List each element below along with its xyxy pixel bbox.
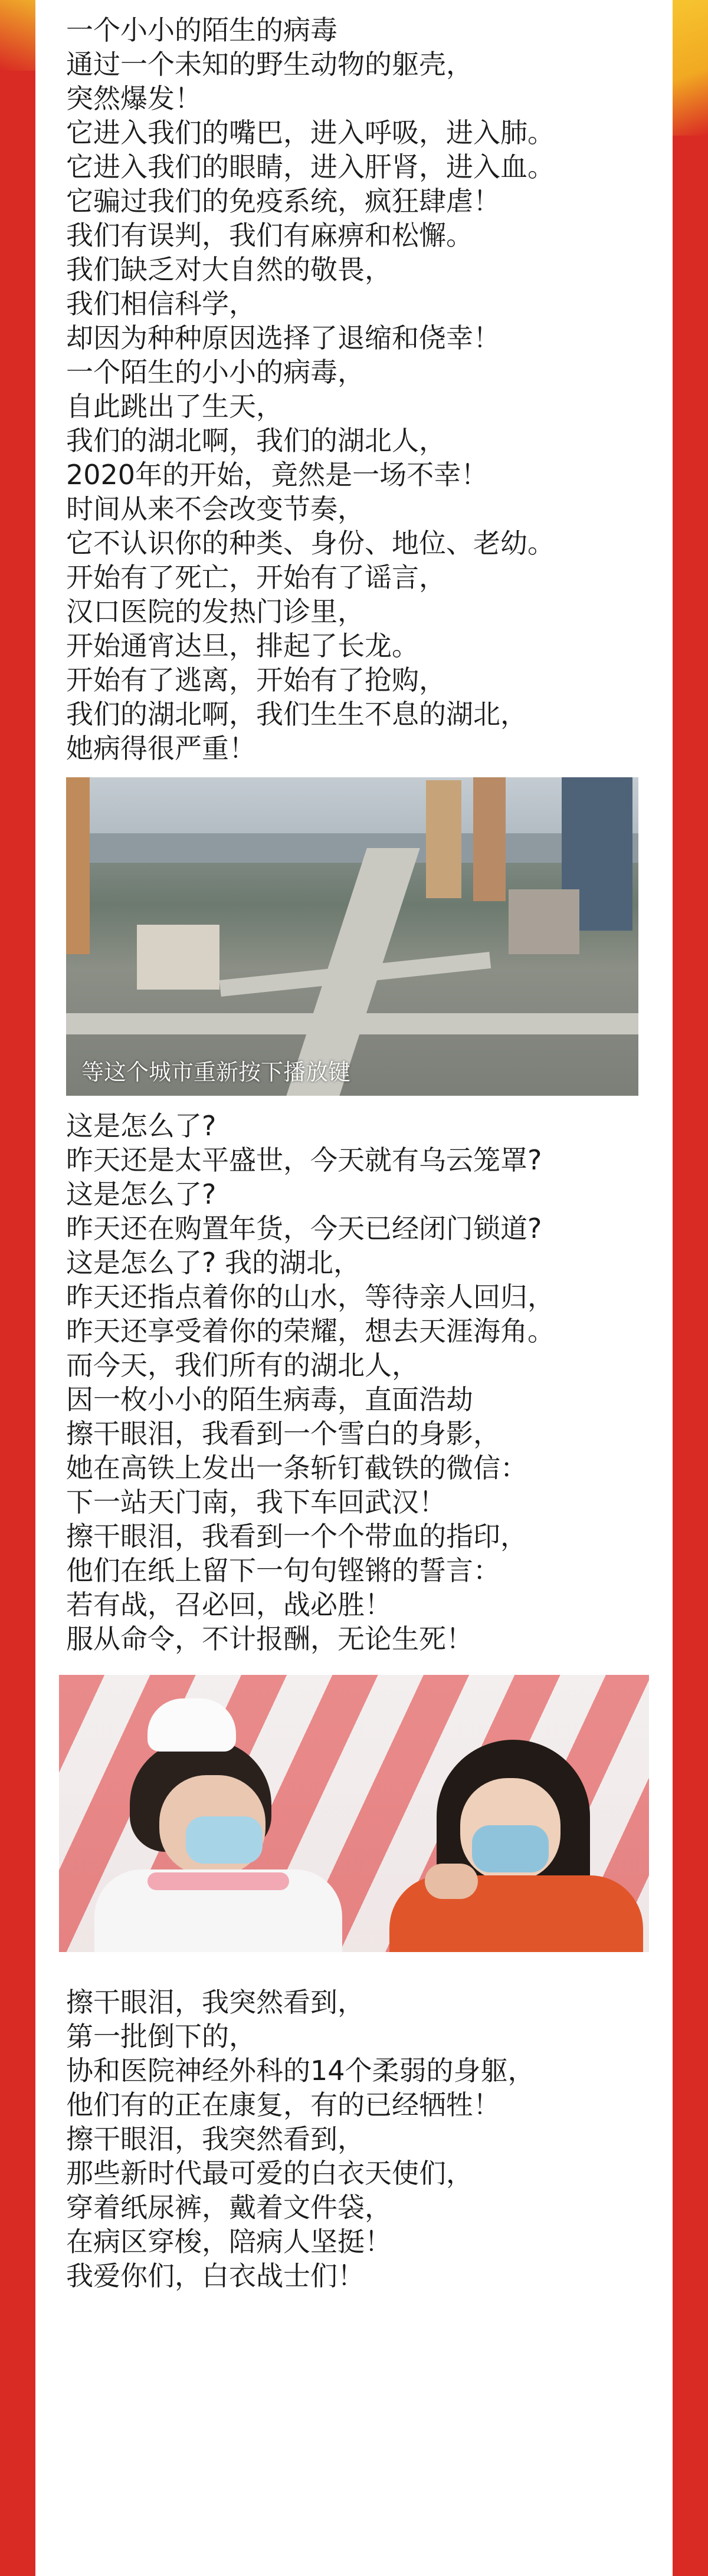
city-overpass-photo [66, 777, 638, 1096]
photo-river [66, 833, 638, 863]
poem-line: 这是怎么了? 我的湖北， [66, 1247, 361, 1279]
poem-line: 我们有误判，我们有麻痹和松懈。 [66, 219, 473, 251]
poem-line: 一个陌生的小小的病毒， [66, 356, 365, 388]
photo-building [509, 889, 579, 954]
poem-line: 因一枚小小的陌生病毒，直面浩劫 [66, 1384, 473, 1415]
poem-line: 我们的湖北啊，我们生生不息的湖北， [66, 698, 527, 730]
poem-line: 昨天还指点着你的山水，等待亲人回归， [66, 1281, 555, 1313]
poem-line: 这是怎么了? [66, 1178, 217, 1210]
photo-building [426, 780, 461, 898]
poem-line: 开始有了逃离，开始有了抢购， [66, 664, 446, 696]
poem-line: 我们缺乏对大自然的敬畏， [66, 254, 392, 285]
poem-line: 昨天还是太平盛世，今天就有乌云笼罩? [66, 1144, 542, 1176]
poem-line: 擦干眼泪，我看到一个雪白的身影， [66, 1418, 500, 1450]
poem-line: 我们相信科学， [66, 288, 256, 320]
poem-line: 他们有的正在康复，有的已经牺牲！ [66, 2089, 500, 2121]
poem-line: 通过一个未知的野生动物的躯壳， [66, 48, 473, 80]
poem-line: 服从命令，不计报酬，无论生死！ [66, 1623, 473, 1655]
photo-caption: 等这个城市重新按下播放键 [81, 1059, 351, 1085]
poem-line: 突然爆发！ [66, 83, 202, 114]
poem-line: 协和医院神经外科的14个柔弱的身躯， [66, 2055, 535, 2087]
poem-line: 开始有了死亡，开始有了谣言， [66, 561, 446, 593]
poem-section-2 [35, 1109, 673, 1656]
poem-line: 擦干眼泪，我突然看到， [66, 2123, 365, 2155]
poem-line: 它骗过我们的免疫系统，疯狂肆虐！ [66, 185, 500, 217]
poem-line: 自此跳出了生天， [66, 390, 283, 422]
background-decoration-right [667, 0, 708, 136]
poem-line: 她病得很严重！ [66, 732, 256, 764]
poem-line: 第一批倒下的， [66, 2020, 256, 2052]
poem-line: 在病区穿梭，陪病人坚挺！ [66, 2226, 392, 2258]
poem-line: 它进入我们的嘴巴，进入呼吸，进入肺。 [66, 117, 555, 149]
poem-line: 若有战，召必回，战必胜！ [66, 1589, 392, 1621]
medical-workers-photo [59, 1675, 649, 1952]
nurse-cap [148, 1698, 236, 1752]
photo-building [137, 925, 219, 990]
poem-line: 这是怎么了? [66, 1110, 217, 1142]
nurse-collar [148, 1872, 289, 1890]
poem-section-1 [35, 13, 673, 765]
photo-building [473, 777, 506, 901]
photo-road [66, 1013, 638, 1034]
poem-line: 昨天还享受着你的荣耀，想去天涯海角。 [66, 1315, 555, 1347]
article-page[interactable] [35, 0, 673, 2576]
poem-line: 穿着纸尿裤，戴着文件袋， [66, 2191, 392, 2223]
poem-line: 她在高铁上发出一条斩钉截铁的微信： [66, 1452, 527, 1484]
poem-line: 2020年的开始，竟然是一场不幸！ [66, 459, 489, 491]
poem-section-3 [35, 1985, 673, 2293]
poem-line: 时间从来不会改变节奏， [66, 493, 365, 525]
poem-line: 我爱你们，白衣战士们！ [66, 2260, 365, 2292]
poem-line: 擦干眼泪，我突然看到， [66, 1986, 365, 2018]
girl-mask [472, 1825, 549, 1872]
poem-line: 那些新时代最可爱的白衣天使们， [66, 2157, 473, 2189]
poem-line: 昨天还在购置年货，今天已经闭门锁道? [66, 1213, 542, 1244]
nurse-mask [186, 1816, 263, 1864]
poem-line: 它进入我们的眼睛，进入肝肾，进入血。 [66, 151, 555, 183]
poem-line: 擦干眼泪，我看到一个个带血的指印， [66, 1520, 527, 1552]
poem-line: 汉口医院的发热门诊里， [66, 596, 365, 627]
girl-hand [425, 1864, 478, 1899]
poem-line: 我们的湖北啊，我们的湖北人， [66, 425, 446, 456]
poem-line: 而今天，我们所有的湖北人， [66, 1349, 419, 1381]
background-decoration-left [0, 0, 35, 71]
poem-line: 它不认识你的种类、身份、地位、老幼。 [66, 527, 555, 559]
poem-line: 一个小小的陌生的病毒 [66, 14, 337, 46]
poem-line: 开始通宵达旦，排起了长龙。 [66, 630, 419, 662]
poem-line: 他们在纸上留下一句句铿锵的誓言： [66, 1555, 500, 1586]
poem-line: 下一站天门南，我下车回武汉！ [66, 1486, 446, 1518]
photo-building [66, 777, 90, 954]
poem-line: 却因为种种原因选择了退缩和侥幸！ [66, 322, 500, 354]
